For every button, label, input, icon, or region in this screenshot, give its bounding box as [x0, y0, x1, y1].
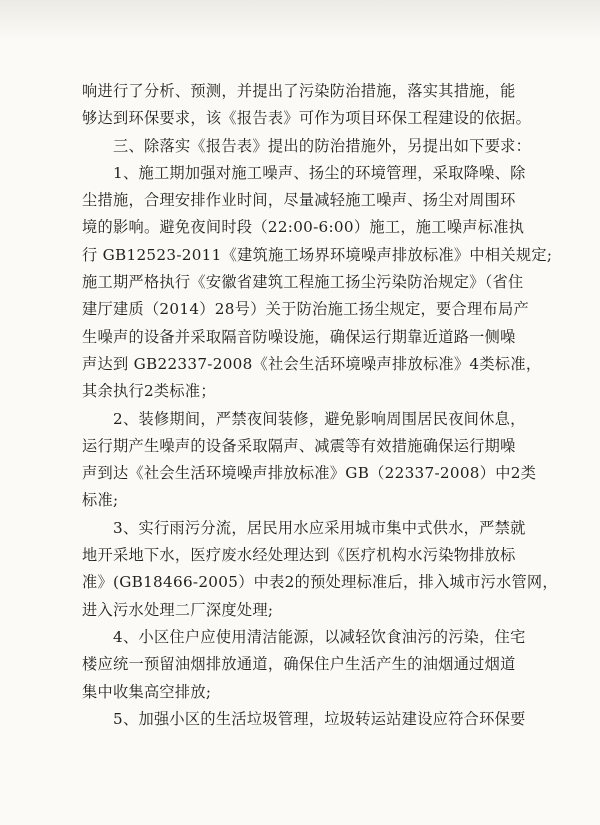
- text-line: 响进行了分析、预测，并提出了污染防治措施，落实其措施，能: [82, 82, 516, 100]
- text-line: 地开采地下水，医疗废水经处理达到《医疗机构水污染物排放标: [82, 546, 516, 565]
- text-line: 声到达《社会生活环境噪声排放标准》GB（22337-2008）中2类: [82, 464, 537, 483]
- text-line: 声达到 GB22337-2008《社会生活环境噪声排放标准》4类标准，: [82, 354, 542, 373]
- text-line: 准》(GB18466-2005）中表2的预处理标准后，排入城市污水管网，: [82, 573, 558, 592]
- text-line: 施工期严格执行《安徽省建筑工程施工扬尘污染防治规定》（省住: [82, 273, 524, 292]
- text-line: 其余执行2类标准；: [82, 382, 216, 401]
- text-line: 1、施工期加强对施工噪声、扬尘的环境管理，采取降噪、除: [113, 163, 526, 182]
- text-line: 5、加强小区的生活垃圾管理，垃圾转运站建设应符合环保要: [113, 709, 526, 728]
- text-line: 集中收集高空排放;: [82, 682, 212, 701]
- text-line: 2、装修期间，严禁夜间装修，避免影响周围居民夜间休息，: [113, 409, 526, 428]
- text-line: 生噪声的设备并采取隔音防噪设施，确保运行期靠近道路一侧噪: [82, 327, 516, 346]
- text-line: 进入污水处理二厂深度处理;: [82, 600, 274, 619]
- text-line: 境的影响。避免夜间时段（22:00-6:00）施工，施工噪声标准执: [82, 218, 525, 237]
- text-line: 运行期产生噪声的设备采取隔声、减震等有效措施确保运行期噪: [82, 436, 516, 455]
- text-line: 够达到环保要求，该《报告表》可作为项目环保工程建设的依据。: [82, 109, 532, 128]
- text-line: 建厅建质（2014）28号）关于防治施工扬尘规定，要合理布局产: [82, 300, 529, 319]
- text-line: 楼应统一预留油烟排放通道，确保住户生活产生的油烟通过烟道: [82, 655, 516, 674]
- text-line: 行 GB12523-2011《建筑施工场界环境噪声排放标准》中相关规定;: [82, 245, 553, 264]
- text-line: 4、小区住户应使用清洁能源，以减轻饮食油污的污染，住宅: [113, 627, 526, 646]
- text-line: 3、实行雨污分流，居民用水应采用城市集中式供水，严禁就: [113, 518, 526, 537]
- text-line: 标准;: [82, 491, 119, 510]
- scan-shadow: [0, 0, 600, 40]
- text-line: 尘措施，合理安排作业时间，尽量减轻施工噪声、扬尘对周围环: [82, 191, 516, 210]
- document-body: [82, 78, 558, 733]
- section-heading: 三、除落实《报告表》提出的防治措施外，另提出如下要求：: [113, 136, 532, 155]
